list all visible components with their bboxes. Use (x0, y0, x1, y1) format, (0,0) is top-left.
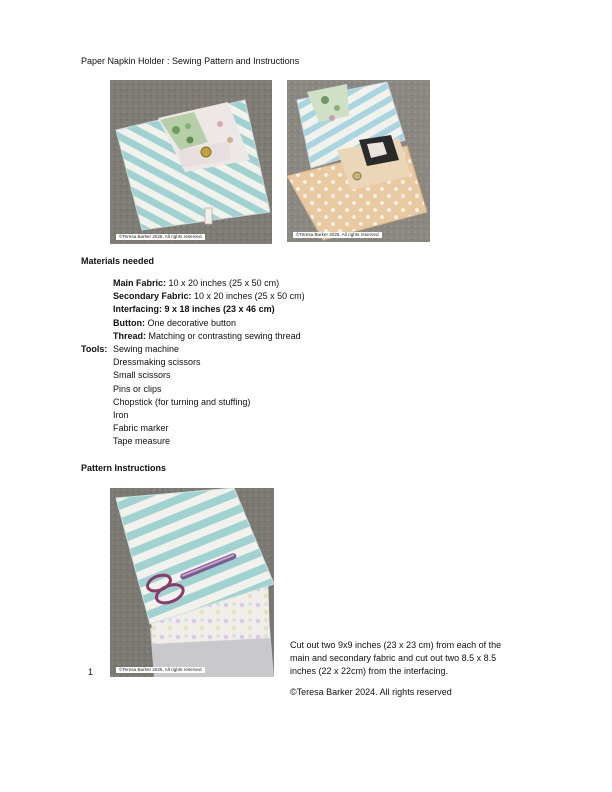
document-title: Paper Napkin Holder : Sewing Pattern and Instructions (81, 56, 300, 66)
instruction-line: Cut out two 9x9 inches (23 x 23 cm) from each of the (290, 640, 502, 650)
step-number: 1 (88, 667, 94, 677)
tool-item: Iron (113, 410, 129, 421)
tool-item: Sewing machine (113, 344, 180, 354)
napkin-holder-photo-left (110, 80, 272, 244)
materials-list (113, 277, 305, 343)
material-item: Thread: Matching or contrasting sewing thread (113, 330, 301, 341)
material-item: Button: One decorative button (113, 317, 237, 328)
tool-item: Fabric marker (113, 423, 169, 434)
photo-credit: ©Teresa Barker 2025. All rights reserved (116, 667, 205, 673)
tool-item: Chopstick (for turning and stuffing) (113, 396, 251, 407)
step1-instructions (290, 639, 501, 679)
tool-item: Tape measure (113, 436, 171, 447)
instruction-line: main and secondary fabric and cut out two 8.5 x 8.5 (290, 653, 497, 664)
photo-credit: ©Teresa Barker 2025. All rights reserved (116, 234, 205, 240)
tools-label: Tools: (81, 344, 108, 354)
copyright-notice: ©Teresa Barker 2024. All rights reserved (290, 687, 452, 697)
material-item: Secondary Fabric: 10 x 20 inches (25 x 50 cm) (113, 291, 305, 302)
pattern-instructions-heading: Pattern Instructions (81, 463, 167, 473)
photo-credit: ©Teresa Barker 2025. All rights reserved (293, 232, 382, 238)
materials-heading: Materials needed (81, 256, 155, 266)
tool-item: Small scissors (113, 370, 171, 381)
instruction-line: inches (22 x 22cm) from the interfacing. (290, 666, 449, 677)
step1-fabric-photo (110, 488, 274, 677)
material-item: Interfacing: 9 x 18 inches (23 x 46 cm) (113, 304, 275, 315)
material-item: Main Fabric: 10 x 20 inches (25 x 50 cm) (113, 278, 280, 288)
napkin-holder-photo-right (287, 80, 430, 242)
tool-item: Pins or clips (113, 383, 162, 394)
tools-list (113, 343, 250, 449)
tool-item: Dressmaking scissors (113, 357, 201, 368)
